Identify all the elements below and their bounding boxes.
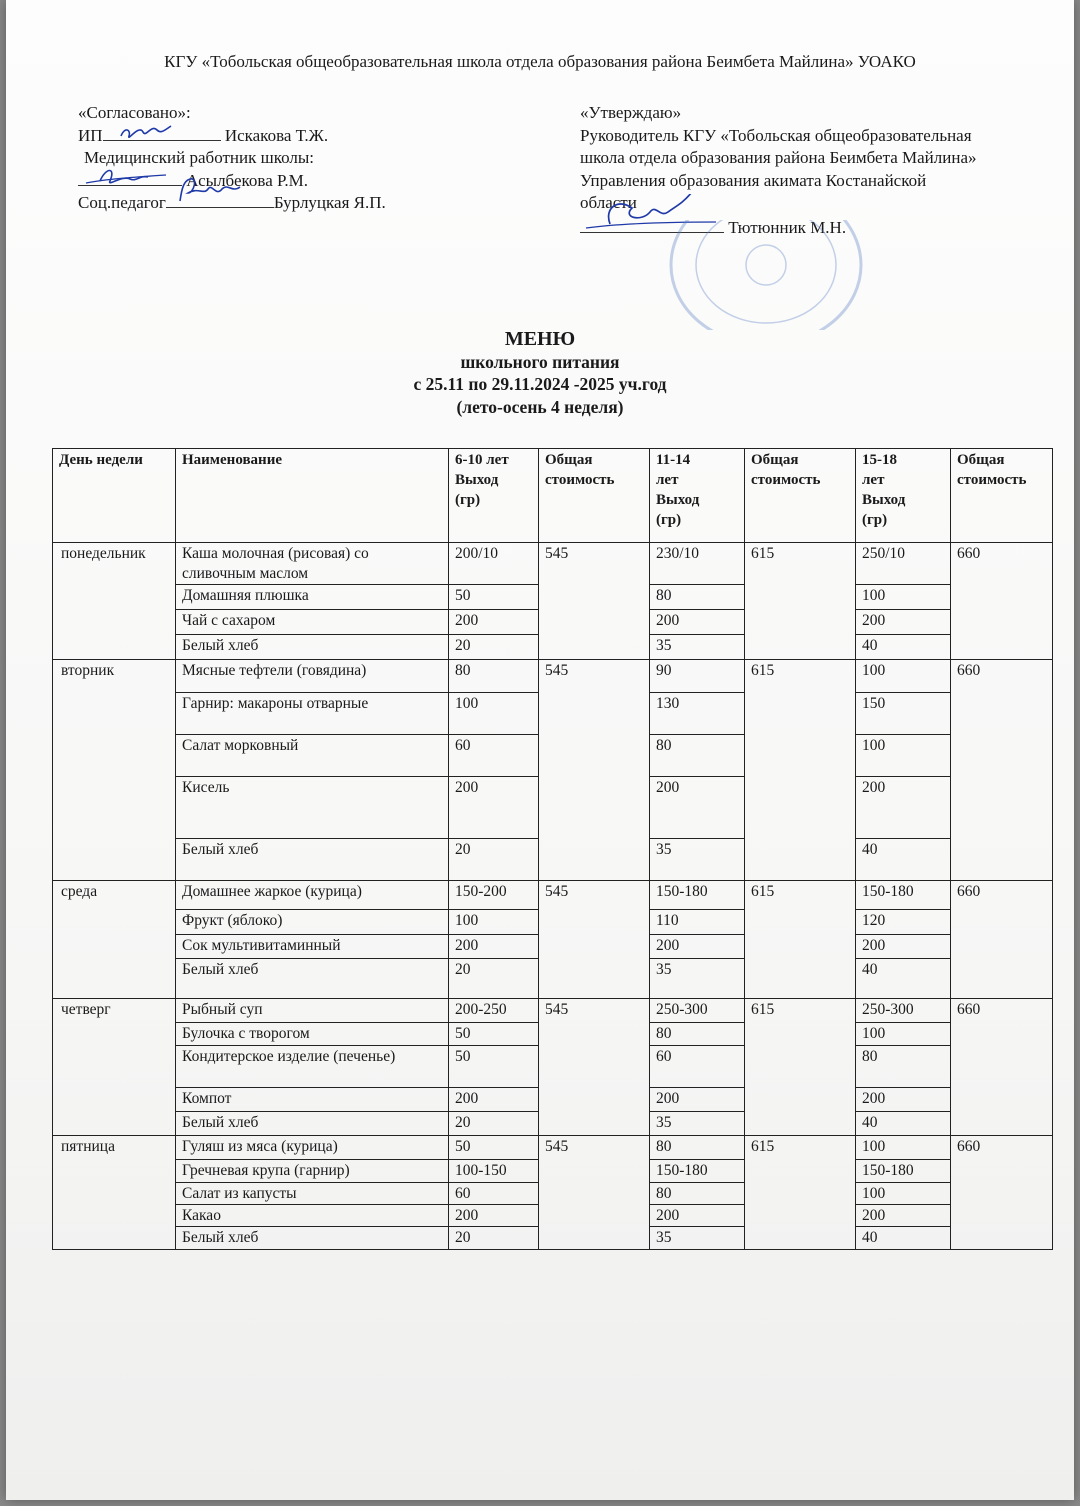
- cost-11-14: 615: [745, 999, 856, 1136]
- portion-15-18: 40: [856, 1112, 951, 1136]
- director-name: Тютюнник М.Н.: [728, 217, 847, 237]
- day-cell: понедельник: [53, 543, 176, 660]
- social-signature: [166, 175, 266, 209]
- dish-name: Салат морковный: [176, 735, 449, 777]
- table-row: [53, 660, 1053, 693]
- portion-6-10: 200: [449, 777, 539, 839]
- dish-name: Кондитерское изделие (печенье): [176, 1046, 449, 1088]
- medic-name: Асылбекова Р.М.: [186, 170, 308, 190]
- ip-signature-line: [103, 140, 221, 141]
- portion-6-10: 200-250: [449, 999, 539, 1023]
- portion-15-18: 200: [856, 777, 951, 839]
- title-season: (лето-осень 4 неделя): [456, 396, 624, 417]
- portion-6-10: 50: [449, 585, 539, 610]
- portion-15-18: 200: [856, 610, 951, 635]
- title-subtitle: школьного питания: [460, 351, 620, 372]
- portion-6-10: 50: [449, 1046, 539, 1088]
- portion-15-18: 150: [856, 693, 951, 735]
- title-period: с 25.11 по 29.11.2024 -2025 уч.год: [413, 374, 667, 394]
- dish-name: Салат из капусты: [176, 1183, 449, 1205]
- cost-11-14: 615: [745, 881, 856, 999]
- portion-11-14: 35: [650, 1227, 745, 1250]
- day-cell: пятница: [53, 1136, 176, 1250]
- portion-11-14: 80: [650, 735, 745, 777]
- dish-name: Гречневая крупа (гарнир): [176, 1160, 449, 1183]
- header-cost-2: Общая стоимость: [745, 449, 856, 543]
- dish-name: Сок мультивитаминный: [176, 935, 449, 959]
- cost-11-14: 615: [745, 543, 856, 660]
- ip-signature: [103, 120, 183, 142]
- portion-6-10: 200: [449, 610, 539, 635]
- cost-6-10: 545: [539, 543, 650, 660]
- portion-11-14: 200: [650, 935, 745, 959]
- dish-name: Чай с сахаром: [176, 610, 449, 635]
- portion-6-10: 80: [449, 660, 539, 693]
- portion-15-18: 120: [856, 910, 951, 935]
- dish-name: Белый хлеб: [176, 1227, 449, 1250]
- cost-11-14: 615: [745, 660, 856, 881]
- portion-15-18: 100: [856, 585, 951, 610]
- portion-11-14: 200: [650, 610, 745, 635]
- dish-name: Компот: [176, 1088, 449, 1112]
- portion-15-18: 40: [856, 839, 951, 881]
- approver-title-line-2: школа отдела образования района Беимбета Майлина»: [580, 148, 977, 167]
- cost-15-18: 660: [951, 999, 1053, 1136]
- portion-15-18: 80: [856, 1046, 951, 1088]
- portion-6-10: 150-200: [449, 881, 539, 910]
- table-row: [53, 543, 1053, 585]
- cost-15-18: 660: [951, 881, 1053, 999]
- portion-11-14: 150-180: [650, 881, 745, 910]
- medic-label: Медицинский работник школы:: [84, 148, 314, 167]
- organization-header: КГУ «Тобольская общеобразовательная школа отдела образования района Беимбета Майлина» УОАКО: [164, 52, 916, 71]
- social-label: Соц.педагог: [78, 193, 166, 212]
- title-menu: МЕНЮ: [504, 328, 576, 350]
- header-name: Наименование: [176, 449, 449, 543]
- ip-prefix: ИП: [78, 125, 103, 145]
- dish-name: Рыбный суп: [176, 999, 449, 1023]
- ip-name: Искакова Т.Ж.: [224, 125, 329, 145]
- portion-15-18: 100: [856, 1136, 951, 1160]
- portion-11-14: 80: [650, 1136, 745, 1160]
- dish-name: Фрукт (яблоко): [176, 910, 449, 935]
- portion-11-14: 200: [650, 777, 745, 839]
- social-name: Бурлуцкая Я.П.: [273, 193, 386, 212]
- portion-6-10: 20: [449, 1227, 539, 1250]
- table-row: [53, 1136, 1053, 1160]
- portion-15-18: 40: [856, 1227, 951, 1250]
- portion-11-14: 35: [650, 1112, 745, 1136]
- portion-6-10: 20: [449, 1112, 539, 1136]
- agreed-label: «Согласовано»:: [78, 103, 191, 122]
- table-row: [53, 999, 1053, 1023]
- day-cell: четверг: [53, 999, 176, 1136]
- cost-6-10: 545: [539, 660, 650, 881]
- dish-name: Домашнее жаркое (курица): [176, 881, 449, 910]
- dish-name: Каша молочная (рисовая) со сливочным маслом: [176, 543, 449, 585]
- document-page: [6, 0, 1074, 1500]
- stamp-seal-icon: [656, 217, 866, 330]
- dish-name: Белый хлеб: [176, 1112, 449, 1136]
- cost-15-18: 660: [951, 660, 1053, 881]
- portion-15-18: 250-300: [856, 999, 951, 1023]
- portion-11-14: 200: [650, 1088, 745, 1112]
- dish-name: Белый хлеб: [176, 635, 449, 660]
- dish-name: Домашняя плюшка: [176, 585, 449, 610]
- portion-6-10: 20: [449, 635, 539, 660]
- portion-11-14: 60: [650, 1046, 745, 1088]
- portion-15-18: 40: [856, 635, 951, 660]
- portion-6-10: 50: [449, 1136, 539, 1160]
- cost-11-14: 615: [745, 1136, 856, 1250]
- medic-signature: [78, 163, 178, 187]
- portion-6-10: 20: [449, 839, 539, 881]
- portion-6-10: 200: [449, 1088, 539, 1112]
- portion-15-18: 40: [856, 959, 951, 999]
- dish-name: Какао: [176, 1205, 449, 1227]
- portion-6-10: 200: [449, 935, 539, 959]
- portion-11-14: 230/10: [650, 543, 745, 585]
- portion-6-10: 100-150: [449, 1160, 539, 1183]
- dish-name: Булочка с творогом: [176, 1023, 449, 1046]
- menu-table: [52, 448, 1053, 1250]
- portion-6-10: 200/10: [449, 543, 539, 585]
- cost-6-10: 545: [539, 1136, 650, 1250]
- portion-11-14: 250-300: [650, 999, 745, 1023]
- dish-name: Гуляш из мяса (курица): [176, 1136, 449, 1160]
- portion-15-18: 250/10: [856, 543, 951, 585]
- day-cell: среда: [53, 881, 176, 999]
- header-cost-3: Общая стоимость: [951, 449, 1053, 543]
- approval-block: [580, 102, 1060, 239]
- social-signature-line: [166, 207, 274, 208]
- dish-name: Кисель: [176, 777, 449, 839]
- dish-name: Белый хлеб: [176, 959, 449, 999]
- approve-label: «Утверждаю»: [580, 103, 682, 122]
- portion-6-10: 50: [449, 1023, 539, 1046]
- day-cell: вторник: [53, 660, 176, 881]
- portion-15-18: 100: [856, 1023, 951, 1046]
- header-day: День недели: [53, 449, 176, 543]
- dish-name: Белый хлеб: [176, 839, 449, 881]
- portion-11-14: 130: [650, 693, 745, 735]
- approver-title-line-4: области: [580, 193, 637, 212]
- header-age-11-14: 11-14 лет Выход (гр): [650, 449, 745, 543]
- social-line: [78, 192, 386, 215]
- portion-11-14: 90: [650, 660, 745, 693]
- portion-11-14: 80: [650, 1183, 745, 1205]
- portion-15-18: 150-180: [856, 1160, 951, 1183]
- dish-name: Мясные тефтели (говядина): [176, 660, 449, 693]
- approver-title-line-1: Руководитель КГУ «Тобольская общеобразовательная: [580, 125, 972, 145]
- portion-11-14: 110: [650, 910, 745, 935]
- header-age-15-18: 15-18 лет Выход (гр): [856, 449, 951, 543]
- portion-11-14: 80: [650, 1023, 745, 1046]
- portion-6-10: 60: [449, 735, 539, 777]
- portion-11-14: 35: [650, 959, 745, 999]
- cost-15-18: 660: [951, 543, 1053, 660]
- agreement-block: [78, 102, 386, 215]
- portion-11-14: 150-180: [650, 1160, 745, 1183]
- portion-6-10: 100: [449, 910, 539, 935]
- portion-15-18: 100: [856, 1183, 951, 1205]
- header-age-6-10: 6-10 лет Выход (гр): [449, 449, 539, 543]
- portion-11-14: 35: [650, 839, 745, 881]
- header-cost-1: Общая стоимость: [539, 449, 650, 543]
- portion-15-18: 200: [856, 1205, 951, 1227]
- table-row: [53, 881, 1053, 910]
- cost-6-10: 545: [539, 999, 650, 1136]
- portion-11-14: 80: [650, 585, 745, 610]
- portion-6-10: 20: [449, 959, 539, 999]
- portion-6-10: 60: [449, 1183, 539, 1205]
- portion-6-10: 200: [449, 1205, 539, 1227]
- portion-15-18: 100: [856, 735, 951, 777]
- portion-11-14: 200: [650, 1205, 745, 1227]
- dish-name: Гарнир: макароны отварные: [176, 693, 449, 735]
- cost-15-18: 660: [951, 1136, 1053, 1250]
- portion-15-18: 100: [856, 660, 951, 693]
- ip-line: [78, 125, 386, 148]
- portion-11-14: 35: [650, 635, 745, 660]
- menu-title: [6, 328, 1074, 418]
- approver-title-line-3: Управления образования акимата Костанайской: [580, 170, 927, 190]
- portion-15-18: 200: [856, 935, 951, 959]
- portion-15-18: 200: [856, 1088, 951, 1112]
- portion-6-10: 100: [449, 693, 539, 735]
- portion-15-18: 150-180: [856, 881, 951, 910]
- table-header-row: [53, 449, 1053, 543]
- cost-6-10: 545: [539, 881, 650, 999]
